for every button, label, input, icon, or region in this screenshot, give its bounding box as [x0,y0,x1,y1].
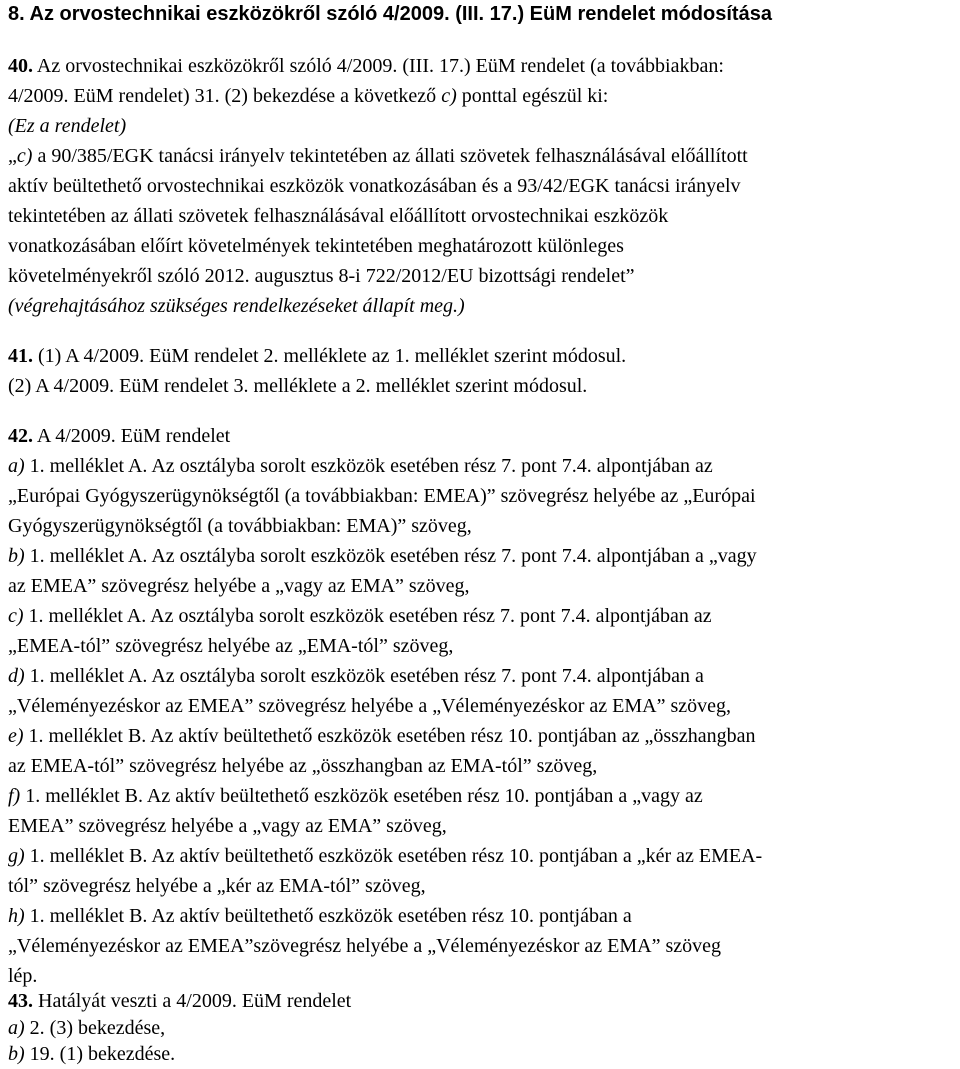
list-item-b-line-1: b) 1. melléklet A. Az osztályba sorolt eszközök esetében rész 7. pont 7.4. alpontjában a „vagy [8,545,757,567]
list-item-b-line-2: az EMEA” szövegrész helyébe a „vagy az EMA” szöveg, [8,575,470,597]
paragraph-number-43: 43. [8,990,33,1012]
list-item-g-line-1: g) 1. melléklet B. Az aktív beültethető eszközök esetében rész 10. pontjában a „kér az EMEA- [8,845,763,867]
list-item-g-line-2: tól” szövegrész helyébe a „kér az EMA-tól” szöveg, [8,875,426,897]
list-item-a-line-2: „Európai Gyógyszerügynökségtől (a továbbiakban: EMEA)” szövegrész helyébe az „Európai [8,485,756,507]
list-item-d-line-1: d) 1. melléklet A. Az osztályba sorolt eszközök esetében rész 7. pont 7.4. alpontjában a [8,665,704,687]
list-item-h-line-2: „Véleményezéskor az EMEA”szövegrész helyébe a „Véleményezéskor az EMA” szöveg [8,935,721,957]
list-item-h-line-1: h) 1. melléklet B. Az aktív beültethető eszközök esetében rész 10. pontjában a [8,905,632,927]
paragraph-42-line-1: 42. A 4/2009. EüM rendelet [8,425,231,447]
list-item-h-line-3: lép. [8,965,38,987]
paragraph-number-42: 42. [8,425,33,447]
paragraph-43-line-1: 43. Hatályát veszti a 4/2009. EüM rendelet [8,990,352,1012]
paragraph-41-line-1: 41. (1) A 4/2009. EüM rendelet 2. melléklete az 1. melléklet szerint módosul. [8,345,627,367]
list-item-a-line-3: Gyógyszerügynökségtől (a továbbiakban: EMA)” szöveg, [8,515,472,537]
section-heading: 8. Az orvostechnikai eszközökről szóló 4/2009. (III. 17.) EüM rendelet módosítása [8,3,772,25]
amended-text-outro: (végrehajtásához szükséges rendelkezéseket állapít meg.) [8,295,465,317]
list-item-e-line-1: e) 1. melléklet B. Az aktív beültethető eszközök esetében rész 10. pontjában az „összhangban [8,725,756,747]
amended-text-line-1: „c) a 90/385/EGK tanácsi irányelv tekintetében az állati szövetek felhasználásával előállított [8,145,748,167]
amended-text-intro: (Ez a rendelet) [8,115,127,137]
amended-text-line-5: követelményekről szóló 2012. augusztus 8-i 722/2012/EU bizottsági rendelet” [8,265,635,287]
repeal-item-a: a) 2. (3) bekezdése, [8,1017,166,1039]
repeal-item-b: b) 19. (1) bekezdése. [8,1043,176,1065]
list-item-e-line-2: az EMEA-tól” szövegrész helyébe az „összhangban az EMA-tól” szöveg, [8,755,598,777]
amended-text-line-4: vonatkozásában előírt követelmények tekintetében meghatározott különleges [8,235,624,257]
amended-text-line-3: tekintetében az állati szövetek felhasználásával előállított orvostechnikai eszközök [8,205,669,227]
list-item-c-line-2: „EMEA-tól” szövegrész helyébe az „EMA-tól” szöveg, [8,635,454,657]
paragraph-number-41: 41. [8,345,33,367]
list-item-c-line-1: c) 1. melléklet A. Az osztályba sorolt eszközök esetében rész 7. pont 7.4. alpontjában az [8,605,712,627]
paragraph-40-line-1: 40. Az orvostechnikai eszközökről szóló 4/2009. (III. 17.) EüM rendelet (a továbbiakban: [8,55,724,77]
list-item-f-line-2: EMEA” szövegrész helyébe a „vagy az EMA” szöveg, [8,815,447,837]
paragraph-40-line-2: 4/2009. EüM rendelet) 31. (2) bekezdése a következő c) ponttal egészül ki: [8,85,609,107]
list-item-a-line-1: a) 1. melléklet A. Az osztályba sorolt eszközök esetében rész 7. pont 7.4. alpontjában az [8,455,713,477]
paragraph-41-line-2: (2) A 4/2009. EüM rendelet 3. melléklete a 2. melléklet szerint módosul. [8,375,588,397]
list-item-f-line-1: f) 1. melléklet B. Az aktív beültethető eszközök esetében rész 10. pontjában a „vagy az [8,785,703,807]
paragraph-number-40: 40. [8,55,33,77]
amended-text-line-2: aktív beültethető orvostechnikai eszközök vonatkozásában és a 93/42/EGK tanácsi irányelv [8,175,741,197]
list-item-d-line-2: „Véleményezéskor az EMEA” szövegrész helyébe a „Véleményezéskor az EMA” szöveg, [8,695,731,717]
